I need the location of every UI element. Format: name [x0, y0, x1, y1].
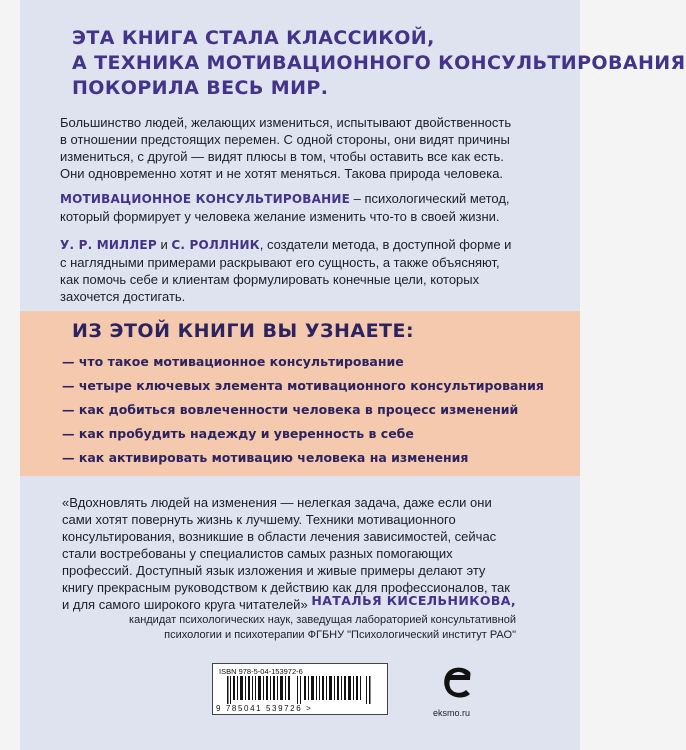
learn-item: — как пробудить надежду и уверенность в себе — [62, 426, 414, 441]
author-rollnick: С. РОЛЛНИК — [171, 238, 260, 252]
review-quote: «Вдохновлять людей на изменения — нелегкая задача, даже если они сами хотят повернуть жизнь к лучшему. Техники мотивационного консультирования, возникшие в области лечения зависимостей, сейчас стали востребованы у специалистов самых разных помогающих профессий. Доступный язык изложения и живые примеры делают эту книгу прекрасным руководством к действию как для профессионалов, так и для самого широкого круга читателей» — [62, 495, 510, 612]
headline-line-3: ПОКОРИЛА ВЕСЬ МИР. — [72, 77, 329, 99]
isbn-label: ISBN 978-5-04-153972-6 — [219, 667, 303, 676]
learn-title: ИЗ ЭТОЙ КНИГИ ВЫ УЗНАЕТЕ: — [72, 320, 415, 342]
barcode — [212, 663, 388, 715]
author-miller: У. Р. МИЛЛЕР — [60, 238, 157, 252]
method-description: – психологический метод, который формирует у человека желание изменить что-то в своей жизни. — [60, 191, 510, 224]
learn-list — [62, 350, 542, 470]
learn-item: — четыре ключевых элемента мотивационного консультирования — [62, 378, 544, 393]
headline — [72, 26, 686, 101]
learn-item: — как добиться вовлеченности человека в процесс изменений — [62, 402, 519, 417]
intro-paragraph-2 — [60, 190, 516, 225]
barcode-bars-icon — [227, 676, 373, 704]
learn-item: — как активировать мотивацию человека на изменения — [62, 450, 469, 465]
publisher-site: eksmo.ru — [433, 708, 471, 718]
headline-line-1: ЭТА КНИГА СТАЛА КЛАССИКОЙ, — [72, 27, 435, 49]
learn-item: — что такое мотивационное консультирование — [62, 354, 404, 369]
review-author-credentials: кандидат психологических наук, заведущая лабораторией консультативной психологии и психотерапии ФГБНУ "Психологический институт РАО" — [129, 614, 516, 641]
barcode-digits: 9 785041 539726 > — [216, 704, 313, 713]
method-name: МОТИВАЦИОННОЕ КОНСУЛЬТИРОВАНИЕ — [60, 192, 351, 206]
authors-description: , создатели метода, в доступной форме и с наглядными примерами раскрывают его сущность, а также объясняют, как помочь себе и клиентам формулировать конечные цели, которых захочется достигать. — [60, 237, 512, 304]
intro-paragraph-3 — [60, 236, 516, 305]
review-author: НАТАЛЬЯ КИСЕЛЬНИКОВА, — [311, 593, 516, 608]
eksmo-logo-icon — [440, 664, 476, 704]
publisher-logo — [438, 664, 478, 709]
headline-line-2: А ТЕХНИКА МОТИВАЦИОННОГО КОНСУЛЬТИРОВАНИЯ — [72, 52, 686, 74]
conjunction: и — [156, 237, 172, 252]
intro-paragraph-1: Большинство людей, желающих измениться, испытывают двойственность в отношении предстоящих перемен. С одной стороны, они видят причины измениться, с другой — видят плюсы в том, чтобы оставить все как есть. Они одновременно хотят и не хотят меняться. Такова природа человека. — [60, 115, 512, 181]
